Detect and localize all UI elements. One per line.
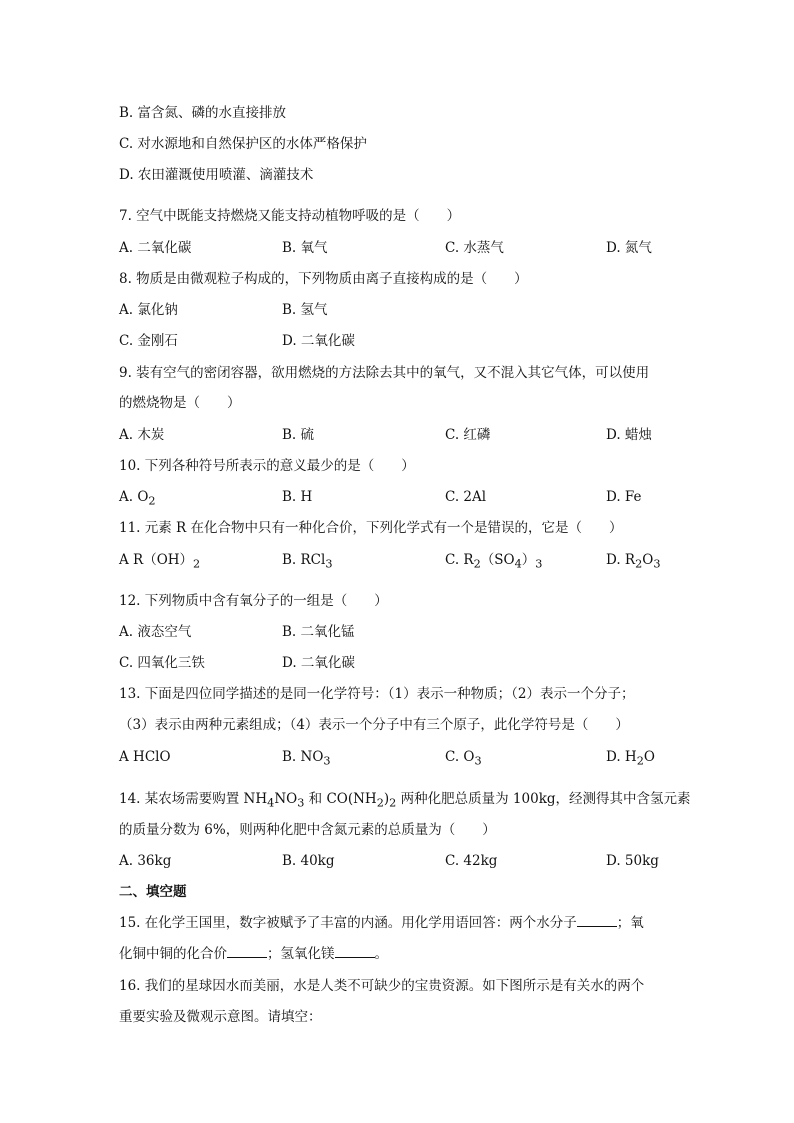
- q13-option-d: D. $H_2O$: [606, 749, 655, 768]
- q10-option-b: B. H: [282, 489, 313, 505]
- q11-stem: 11. 元素 R 在化合物中只有一种化合价，下列化学式有一个是错误的，它是（ ）: [119, 520, 623, 536]
- q14-option-c: C. 42kg: [445, 853, 498, 869]
- q13-option-c: C. $O_3$: [445, 749, 482, 768]
- q13-option-b: B. $NO_3$: [282, 749, 331, 768]
- q9-option-b: B. 硫: [282, 427, 315, 443]
- q11-option-b: B. RCl$_3$: [282, 552, 333, 571]
- q8-option-b: B. 氢气: [282, 302, 328, 318]
- answer-blank-2[interactable]: [227, 943, 267, 958]
- q12-stem: 12. 下列物质中含有氧分子的一组是（ ）: [119, 593, 388, 609]
- q6-option-d: D. 农田灌溉使用喷灌、滴灌技术: [119, 167, 314, 183]
- q9-option-c: C. 红磷: [445, 427, 491, 443]
- q9-option-d: D. 蜡烛: [606, 427, 652, 443]
- q7-option-a: A. 二氧化碳: [119, 240, 192, 256]
- q6-option-c: C. 对水源地和自然保护区的水体严格保护: [119, 136, 367, 152]
- q9-stem-line2: 的燃烧物是（ ）: [119, 395, 241, 411]
- q11-option-d: D. $R_2O_3$: [606, 552, 661, 571]
- q6-option-b: B. 富含氮、磷的水直接排放: [119, 105, 287, 121]
- q16-line2: 重要实验及微观示意图。请填空：: [119, 1009, 322, 1025]
- q8-stem: 8. 物质是由微观粒子构成的，下列物质由离子直接构成的是（ ）: [119, 271, 528, 287]
- q12-option-c: C. 四氧化三铁: [119, 655, 205, 671]
- q13-option-a: A HClO: [119, 749, 171, 765]
- q14-option-d: D. 50kg: [606, 853, 659, 869]
- q10-option-c: C. 2Al: [445, 489, 487, 505]
- q10-option-d: D. Fe: [606, 489, 642, 505]
- q14-option-a: A. 36kg: [119, 853, 172, 869]
- q13-stem-line2: （3）表示由两种元素组成；（4）表示一个分子中有三个原子，此化学符号是（ ）: [119, 717, 629, 733]
- q8-option-c: C. 金刚石: [119, 333, 178, 349]
- q9-stem-line1: 9. 装有空气的密闭容器，欲用燃烧的方法除去其中的氧气，又不混入其它气体，可以使用: [119, 365, 650, 381]
- q11-option-a: A $R(OH)_2$: [119, 552, 201, 571]
- q7-option-b: B. 氧气: [282, 240, 328, 256]
- q15-line1: 15. 在化学王国里，数字被赋予了丰富的内涵。用化学用语回答：两个水分子 ；氧: [119, 912, 644, 934]
- q16-line1: 16. 我们的星球因水而美丽，水是人类不可缺少的宝贵资源。如下图所示是有关水的两个: [119, 978, 645, 994]
- q14-stem-line1: 14. 某农场需要购置 $NH_4NO_3$ 和 $CO(NH_2)_2$ 两种化肥总质量为 100kg，经测得其中含氢元素: [119, 791, 691, 810]
- q14-stem-line2: 的质量分数为 6%，则两种化肥中含氮元素的总质量为（ ）: [119, 822, 496, 838]
- q11-option-c: C. $R_2(SO_4)_3$: [445, 552, 543, 571]
- q7-option-c: C. 水蒸气: [445, 240, 504, 256]
- q12-option-b: B. 二氧化锰: [282, 624, 355, 640]
- q15-line2: 化铜中铜的化合价 ；氢氧化镁 。: [119, 943, 388, 965]
- q8-option-d: D. 二氧化碳: [282, 333, 355, 349]
- answer-blank-3[interactable]: [335, 943, 375, 958]
- q9-option-a: A. 木炭: [119, 427, 165, 443]
- q12-option-a: A. 液态空气: [119, 624, 192, 640]
- q7-option-d: D. 氮气: [606, 240, 652, 256]
- q10-stem: 10. 下列各种符号所表示的意义最少的是（ ）: [119, 458, 415, 474]
- q12-option-d: D. 二氧化碳: [282, 655, 355, 671]
- q8-option-a: A. 氯化钠: [119, 302, 178, 318]
- q14-option-b: B. 40kg: [282, 853, 335, 869]
- q7-stem: 7. 空气中既能支持燃烧又能支持动植物呼吸的是（ ）: [119, 208, 461, 224]
- q13-stem-line1: 13. 下面是四位同学描述的是同一化学符号：（1）表示一种物质；（2）表示一个分子；: [119, 686, 635, 702]
- answer-blank-1[interactable]: [577, 912, 617, 927]
- q10-option-a: A. $O_2$: [119, 489, 156, 508]
- section-title: 二、填空题: [119, 884, 187, 900]
